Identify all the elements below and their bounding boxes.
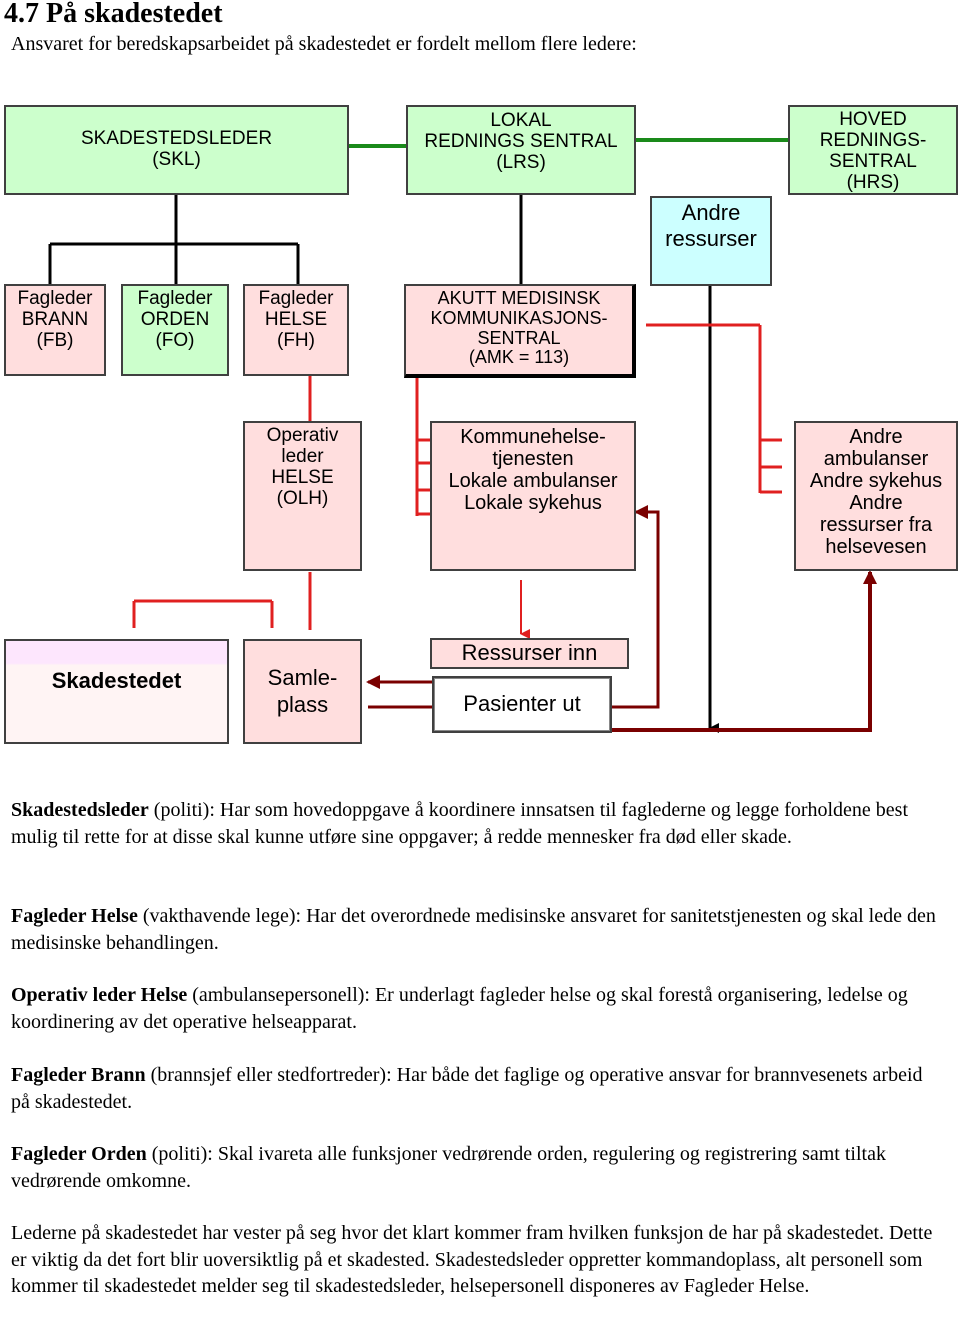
box-text: SENTRAL — [477, 327, 561, 348]
paragraph-text: (politi): Skal ivareta alle funksjoner vedrørende orden, regulering og registrering samt tiltak vedrørende omkomne. — [11, 1143, 886, 1192]
box-text: ressurser — [665, 226, 757, 252]
paragraph-skadestedsleder — [11, 797, 946, 850]
box-text: REDNINGS- — [819, 129, 927, 151]
box-andre-ambulanser — [794, 421, 958, 571]
box-text: Ressurser inn — [461, 640, 598, 666]
box-text: Lokale ambulanser — [448, 470, 618, 492]
paragraph-text: Lederne på skadestedet har vester på seg hvor det klart kommer fram hvilken funksjon de har på skadestedet. Dette er viktig da det fort blir uoversiktlig på et skadested. Skadestedsleder oppretter kommandoplass, alt personell som kommer til skadestedet melder seg til skadestedsleder, helsepersonell disponeres av Fagleder Helse. — [11, 1222, 933, 1297]
paragraph-term: Operativ leder Helse — [11, 984, 188, 1006]
box-text: KOMMUNIKASJONS- — [430, 307, 608, 328]
box-samleplass — [243, 639, 362, 744]
paragraph-fagleder-brann — [11, 1062, 946, 1115]
box-text: HOVED — [839, 109, 907, 130]
box-text: HELSE — [271, 466, 334, 488]
box-text: Kommunehelse- — [460, 426, 606, 448]
box-text: leder — [281, 445, 324, 467]
box-text: Andre sykehus — [809, 470, 943, 492]
box-text: plass — [276, 691, 329, 717]
box-text: Operativ — [266, 425, 339, 446]
box-text: (FH) — [277, 329, 315, 351]
box-text: Samle- — [267, 665, 338, 691]
box-text: ORDEN — [140, 308, 210, 330]
box-text: (FB) — [36, 329, 74, 351]
paragraph-fagleder-helse — [11, 903, 946, 956]
box-text: Lokale sykehus — [464, 492, 602, 514]
box-text: Fagleder — [17, 288, 93, 309]
paragraph-term: Fagleder Orden — [11, 1143, 147, 1165]
box-text: Pasienter ut — [463, 691, 581, 717]
box-text: HELSE — [264, 308, 328, 330]
box-hovedredningssentral — [788, 105, 958, 195]
box-text: BRANN — [21, 308, 89, 330]
box-text: ressurser fra — [819, 514, 933, 536]
box-text: helsevesen — [825, 536, 927, 558]
box-fagleder-brann — [4, 284, 106, 376]
box-lokal-redningssentral — [406, 105, 636, 195]
paragraph-fagleder-orden — [11, 1141, 946, 1194]
paragraph-text: (ambulansepersonell): Er underlagt fagleder helse og skal forestå organisering, ledelse og koordinering av det operative helseapparat. — [11, 984, 908, 1033]
paragraph-vester — [11, 1220, 946, 1300]
box-andre-ressurser — [650, 196, 772, 286]
box-text: Fagleder — [137, 288, 213, 309]
box-ressurser-inn — [430, 638, 629, 669]
paragraph-term: Fagleder Helse — [11, 905, 138, 927]
paragraph-text: (brannsjef eller stedfortreder): Har både det faglige og operative ansvar for brannvesenets arbeid på skadestedet. — [11, 1064, 923, 1113]
box-text: LOKAL — [490, 110, 552, 131]
box-text: (FO) — [155, 329, 195, 351]
paragraph-text: (politi): Har som hovedoppgave å koordinere innsatsen til faglederne og legge forholdene best mulig til rette for at disse skal kunne utføre sine oppgaver; å redde mennesker fra død eller skade. — [11, 799, 909, 848]
box-operativ-leder-helse — [243, 421, 362, 571]
box-skadestedet — [4, 639, 229, 744]
box-text: (HRS) — [846, 171, 900, 193]
box-text: tjenesten — [492, 448, 574, 470]
box-text: SKADESTEDSLEDER — [80, 128, 273, 150]
box-kommunehelsetjenesten — [430, 421, 636, 571]
box-text: Andre — [849, 426, 903, 448]
box-text: ambulanser — [823, 448, 929, 470]
box-text: REDNINGS SENTRAL — [424, 130, 618, 152]
box-amk — [404, 284, 636, 378]
box-text: SENTRAL — [829, 150, 917, 172]
box-text: Andre — [681, 200, 741, 225]
paragraph-term: Fagleder Brann — [11, 1064, 146, 1086]
paragraph-text: (vakthavende lege): Har det overordnede medisinske ansvaret for sanitetstjenesten og skal lede den medisinske behandlingen. — [11, 905, 936, 954]
box-text: (SKL) — [152, 149, 201, 170]
box-skadestedsleder — [4, 105, 349, 195]
box-fagleder-helse — [243, 284, 349, 376]
box-text: Skadestedet — [51, 668, 182, 694]
box-text: (OLH) — [276, 487, 329, 509]
page-heading: 4.7 På skadestedet — [4, 0, 223, 29]
page-subtitle: Ansvaret for beredskapsarbeidet på skadestedet er fordelt mellom flere ledere: — [11, 33, 637, 55]
box-text: Andre — [849, 492, 903, 514]
paragraph-term: Skadestedsleder — [11, 799, 149, 821]
box-fagleder-orden — [121, 284, 229, 376]
box-text: Fagleder — [258, 288, 334, 309]
box-text: (LRS) — [496, 151, 546, 173]
box-pasienter-ut — [432, 676, 612, 733]
box-text: (AMK = 113) — [468, 347, 570, 368]
box-text: AKUTT MEDISINSK — [437, 288, 601, 308]
paragraph-operativ-leder-helse — [11, 982, 946, 1035]
